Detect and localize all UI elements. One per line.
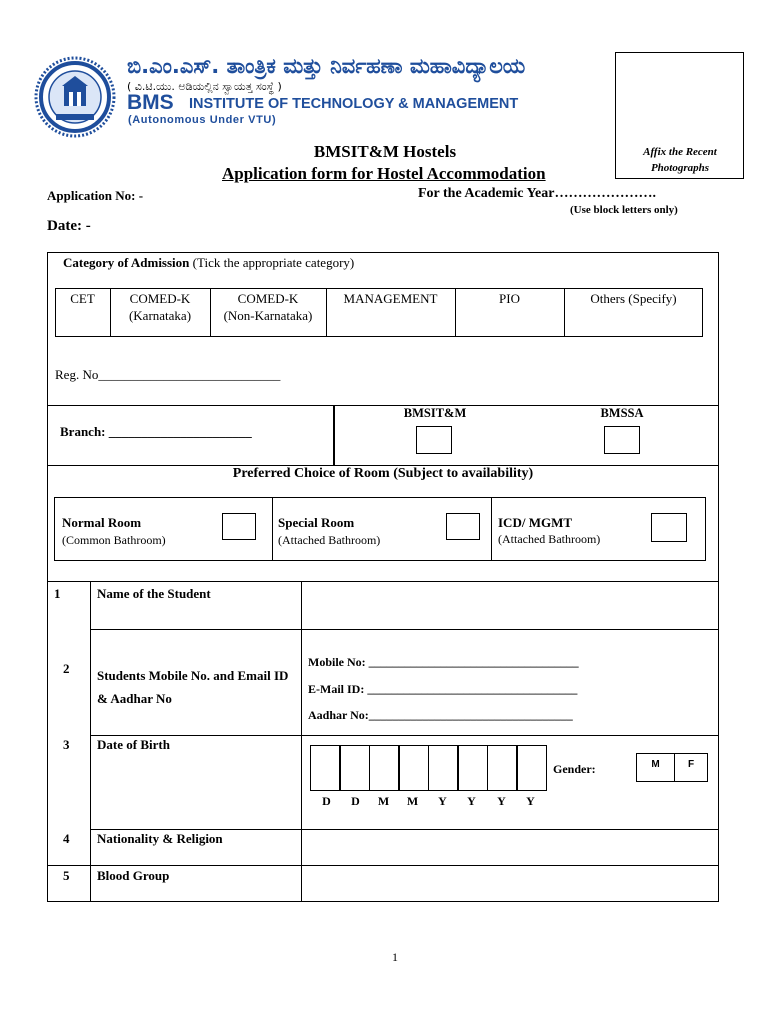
room-option-normal: Normal Room [62,515,142,530]
bmsitm-checkbox[interactable] [416,426,452,454]
category-option-cet[interactable] [55,290,110,307]
aadhar-no-field[interactable]: Aadhar No:__________________________________ [308,708,573,722]
icd-room-checkbox[interactable] [651,513,687,542]
category-option-line1: CET [70,291,95,306]
english-institute-name: INSTITUTE OF TECHNOLOGY & MANAGEMENT [189,96,519,112]
gender-male-box[interactable] [636,753,675,782]
room-option-icd: ICD/ MGMT [498,515,573,530]
dob-box-d1[interactable] [310,745,341,791]
contact-label: Students Mobile No. and Email ID & Aadhar No [97,668,289,706]
category-option-line1: PIO [499,291,520,306]
autonomous-label: (Autonomous Under VTU) [128,114,277,126]
gender-male-label: M [651,759,660,770]
blood-group-field[interactable] [302,866,718,901]
room-option-special-sub: (Attached Bathroom) [278,533,381,547]
category-option-line1: COMED-K [129,291,191,306]
student-name-field[interactable] [302,583,718,629]
category-option-others[interactable] [564,290,703,307]
gender-female-label: F [687,759,695,770]
page-number: 1 [392,950,398,964]
category-option-line2: (Non-Karnataka) [223,308,313,323]
dob-box-y4[interactable] [516,745,547,791]
dob-box-y3[interactable] [487,745,518,791]
room-option-normal-sub: (Common Bathroom) [62,533,166,547]
dob-box-y1[interactable] [428,745,459,791]
nationality-field[interactable] [302,830,718,865]
form-subtitle: Application form for Hostel Accommodation [222,164,546,183]
academic-year-label: For the Academic Year…………………. [418,186,656,201]
application-no-label: Application No: - [47,188,144,203]
bmssa-label: BMSSA [600,406,644,420]
blood-group-label: Blood Group [97,868,170,883]
gender-label: Gender: [553,762,596,776]
row-5-number: 5 [63,868,70,883]
category-option-line1: Others (Specify) [590,291,677,306]
dob-letter: M [377,794,390,808]
category-option-line2: (Karnataka) [128,308,192,323]
room-option-icd-sub: (Attached Bathroom) [498,532,601,546]
row-1-number: 1 [54,586,61,601]
photo-note: Affix the Recent Photographs [643,146,717,174]
dob-box-m2[interactable] [398,745,429,791]
bms-wordmark: BMS [127,91,174,114]
category-hint: (Tick the appropriate category) [189,255,355,270]
category-option-line1: MANAGEMENT [343,291,438,306]
nationality-label: Nationality & Religion [97,831,223,846]
dob-letter: Y [497,794,506,808]
email-field[interactable]: E-Mail ID: ___________________________________ [308,682,578,696]
dob-box-m1[interactable] [369,745,400,791]
dob-letter: Y [467,794,476,808]
category-option-comedk-karnataka[interactable] [110,290,210,324]
special-room-checkbox[interactable] [446,513,480,540]
category-heading [63,255,354,271]
dob-box-y2[interactable] [457,745,488,791]
kannada-subtitle: ( ವಿ.ಟಿ.ಯು. ಅಡಿಯಲ್ಲಿನ ಸ್ವಾಯತ್ತ ಸಂಸ್ಥೆ ) [127,80,282,93]
gender-female-box[interactable] [674,753,708,782]
category-heading-text: Category of Admission [63,255,190,270]
form-title: BMSIT&M Hostels [313,142,457,161]
dob-letter: D [351,794,360,808]
category-option-management[interactable] [326,290,455,307]
room-options-table [54,497,706,561]
category-option-comedk-non-karnataka[interactable] [210,290,326,324]
row-3-number: 3 [63,737,70,752]
dob-letter: M [406,794,419,808]
category-option-pio[interactable] [455,290,564,307]
reg-no-field[interactable]: Reg. No____________________________ [55,367,281,382]
bmssa-checkbox[interactable] [604,426,640,454]
room-option-special: Special Room [278,515,355,530]
bmsitm-label: BMSIT&M [403,406,467,420]
institute-logo [34,56,116,138]
normal-room-checkbox[interactable] [222,513,256,540]
dob-letter: D [322,794,331,808]
dob-boxes [310,745,546,815]
date-label: Date: - [47,218,91,234]
dob-letter: Y [438,794,447,808]
block-letters-note: (Use block letters only) [570,204,678,216]
mobile-no-field[interactable]: Mobile No: ___________________________________ [308,655,579,669]
dob-box-d2[interactable] [339,745,370,791]
student-name-label: Name of the Student [97,586,211,601]
dob-label: Date of Birth [97,737,170,752]
kannada-institute-name: ಬಿ.ಎಂ.ಎಸ್. ತಾಂತ್ರಿಕ ಮತ್ತು ನಿರ್ವಹಣಾ ಮಹಾವಿದ್ಯಾಲಯ [127,54,526,78]
row-4-number: 4 [63,831,70,846]
category-option-line1: COMED-K [237,291,299,306]
branch-field[interactable]: Branch: ______________________ [60,424,252,439]
dob-letter: Y [526,794,535,808]
room-preference-heading: Preferred Choice of Room (Subject to availability) [232,466,534,481]
row-2-number: 2 [63,661,70,676]
